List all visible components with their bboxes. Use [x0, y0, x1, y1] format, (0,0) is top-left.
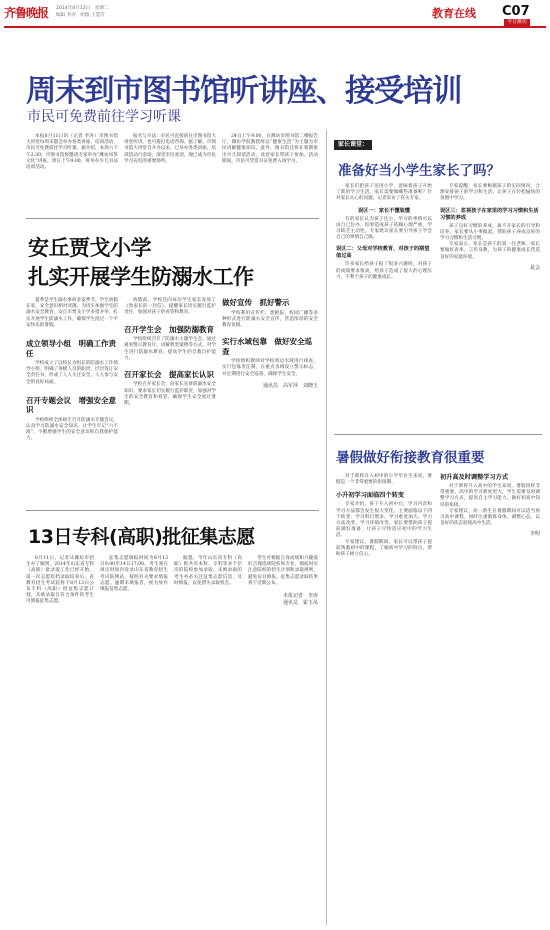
column-separator — [326, 130, 327, 925]
summer-byline: 李明 — [529, 531, 540, 538]
summer-para-2b: 专家建议，高一新生在暑假期间可以适当预习高中课程，同时注重锻炼身体、调整心态，以良好的状态迎接高中生活。 — [440, 508, 540, 527]
divider — [26, 218, 319, 219]
summer-column-1 — [336, 474, 432, 558]
story2-headline-line-1: 安丘贾戈小学 — [28, 236, 151, 260]
parent-class-col2-text: 专家提醒，家长要根据孩子的实际情况，合理安排孩子的学习和生活，让孩子在轻松愉快的氛围中学习。 — [440, 184, 540, 202]
myth-2-text: 许多家长给孩子报了很多兴趣班，对孩子的成绩要求很高，给孩子造成了很大的心理压力，不利于孩子的健康成长。 — [336, 262, 432, 280]
story3-column-4 — [248, 556, 318, 607]
story3-column-2: 征集志愿填报时间为8月13日9:00至14日17:00，考生须在规定时间内登录山东省教育招生考试院网站，按照有关要求填报志愿。逾期未填报者，视为放弃填报征集志愿。 — [100, 556, 168, 593]
story2-subhead-3: 召开学生会 加强防溺教育 — [124, 324, 214, 334]
story2-subhead-1: 成立领导小组 明确工作责任 — [26, 339, 116, 358]
divider — [334, 434, 542, 435]
summer-intro: 对于即将升入初中的小学毕业生来说，暑假是一个非常重要的衔接期。 — [336, 474, 432, 486]
story1-headline: 周末到市图书馆听讲座、接受培训 — [26, 74, 461, 109]
story2-column-3 — [222, 298, 318, 389]
myth-3-text-continued: 专家表示，家长是孩子的第一任老师，家长要做好表率，言传身教，为孩子的健康成长营造良好的家庭环境。 — [440, 242, 540, 260]
summer-para-2: 对于即将升入高中的学生来说，暑假同样非常重要。高中的学习难度更大，学生需要及时调整学习方式，提高自主学习能力，做好初高中知识的衔接。 — [440, 484, 540, 508]
column-tag: 家长课堂： — [334, 140, 372, 150]
summer-subhead-1: 小升初学习面临四个转变 — [336, 492, 405, 500]
story2-headline-line-2: 扎实开展学生防溺水工作 — [28, 265, 254, 289]
story2-para-3: 学校组织召开了防溺水主题学生会，通过观看警示教育片、讲解典型案例等方式，对学生进行防溺水教育，提高学生的自救自护能力。 — [124, 337, 216, 361]
myth-1-subhead: 误区一：家长不懂装懂 — [358, 207, 410, 214]
story3-col4-text: 考生可根据自身成绩和兴趣爱好合理选择院校和专业，填报时应注意院校的招生计划和录取规则，避免盲目填报。征集志愿录取结果将于近期公布。 — [248, 556, 318, 586]
story2-subhead-6: 实行水域包靠 做好安全巡查 — [222, 337, 312, 356]
story2-column-1 — [26, 298, 118, 443]
story2-byline: 通讯员 高军萍 刘晓玉 — [262, 382, 318, 389]
editor-credits: 编辑 李涛 组版 王慧芳 — [56, 13, 105, 18]
story2-para-5: 学校利用宣传栏、黑板报、校园广播等多种形式进行防溺水安全宣传，营造浓厚的安全教育氛围。 — [222, 310, 318, 328]
parent-class-intro: 家长们把孩子送进小学，意味着孩子开始了新的学习生活。家长需要做哪些准备呢？针对家长关心的问题，记者采访了有关专家。 — [336, 184, 432, 202]
story2-para-2: 学校组织全体师生召开防溺水专题会议，认真学习防溺水安全知识，让学生牢记“六不准”，不断增强学生的安全意识和自我保护能力。 — [26, 417, 118, 442]
summer-headline: 暑假做好衔接教育很重要 — [336, 450, 485, 466]
section-tag: 今日潍坊 — [504, 19, 530, 26]
myth-3-text: 孩子良好习惯的养成，离不开家长的引导和培养。家长要从小事做起，帮助孩子养成良好的学习习惯和生活习惯。 — [440, 223, 540, 242]
page-number: C07 — [502, 4, 530, 19]
story1-subhead: 市民可免费前往学习听课 — [27, 109, 181, 125]
story2-col2-text: 放假前，学校还向每位学生家长发放了《致家长的一封信》，提醒家长切实履行监护责任，加强对孩子的看管和教育。 — [124, 298, 216, 316]
summer-subhead-2: 初升高及时调整学习方式 — [440, 474, 509, 481]
story3-byline: 本报记者 李涛 通讯员 霍玉凤 — [282, 593, 318, 607]
parent-class-byline: 晁会 — [529, 264, 540, 271]
story3-column-3: 据悉，今年山东省专科（高职）批共有本科、专科等多个层次的院校参加录取。未被录取的考生务必关注征集志愿信息，及时填报，以免错失录取机会。 — [174, 556, 242, 586]
parent-class-column-2 — [440, 184, 540, 271]
summer-para-1b: 专家建议，暑假期间，家长可以带孩子提前熟悉初中的课程，了解初中学习的特点，帮助孩子树立信心。 — [336, 539, 432, 558]
myth-3-subhead: 误区三：忽视孩子在家里的学习习惯和生活习惯的养成 — [440, 207, 539, 221]
issue-date: 2014年8月12日 星期二 — [56, 6, 109, 11]
story2-para-6: 学校组织教师对学校周边水域进行排查，实行包靠责任制，在重点水域设立警示标志，并定期进行安全巡查，确保学生安全。 — [222, 359, 318, 377]
story2-subhead-2: 召开专题会议 增强安全意识 — [26, 395, 116, 415]
newspaper-logo: 齐鲁晚报 — [4, 6, 49, 20]
story2-para-4: 学校召开家长会，向家长宣讲防溺水安全知识，要求家长切实履行监护职责，加强对学生的安全教育和看管，确保学生安全度过暑期。 — [124, 382, 216, 407]
story2-para-1: 学校成立了以校长为组长的防溺水工作领导小组，明确了各级人员的职责，层层签订安全责任书，形成了人人关注安全、人人参与安全的良好局面。 — [26, 361, 118, 385]
summer-para-1: 专家介绍，孩子升入初中后，学习内容和学习方法都会发生很大变化，主要面临以下四个转变：学习科目增多、学习难度加大、学习方法改变、学习环境改变。家长要帮助孩子提前做好准备，让孩子尽快适应初中的学习生活。 — [336, 502, 432, 539]
parent-class-headline: 准备好当小学生家长了吗？ — [338, 163, 500, 179]
story3-headline: 13日专科(高职)批征集志愿 — [28, 526, 255, 548]
story1-column-3: 24日上午9:00，在潍坊市图书馆二楼报告厅，潍坊学院教授将以“健康生活”为主题为市民讲解健康知识。此外，图书馆还将在暑期推出少儿阅读活动，欢迎家长带孩子参加。活动期间，市民可凭借书证免费入场学习。 — [222, 134, 318, 164]
summer-column-2 — [440, 474, 540, 537]
parent-class-column-1 — [336, 184, 432, 281]
myth-2-subhead: 误区二：父母对学校教育、对孩子的期望值过高 — [336, 246, 430, 260]
story3-column-1: 8月11日，记者从潍坊市招生办了解到，2014年山东省专科（高职）批录取工作已经开始，第一次志愿投档录取结束后，省教育招生考试院将于8月13日公布专科（高职）批征集志愿计划，未被录取且符合条件的考生可填报征集志愿。 — [26, 556, 94, 605]
myth-1-text: 有的家长认为孩子还小，学习的事情可以由自己包办，结果造成孩子依赖心理严重，学习缺乏主动性。专家建议家长要引导孩子学会自己的事情自己做。 — [336, 216, 432, 241]
story2-subhead-4: 召开家长会 提高家长认识 — [124, 369, 214, 379]
masthead-rule — [4, 26, 546, 28]
story2-intro: 夏季是学生溺水事故多发季节，学生放假在家，安全意识相对淡薄。为切实加强学生防溺水安全教育，安丘市贾戈小学多措并举，扎实开展学生防溺水工作，确保学生度过一个平安快乐的暑假。 — [26, 298, 118, 328]
story2-column-2 — [124, 298, 216, 407]
masthead — [4, 3, 546, 27]
divider — [26, 510, 319, 511]
story1-column-2: 报名与方法：市民可直接前往市图书馆大讲堂听讲，也可拨打电话咨询。据了解，市图书馆大讲堂自开办以来，已举办各类讲座、培训活动百余场，深受市民欢迎，现已成为市民学习充电的重要场所。 — [124, 134, 216, 164]
story2-subhead-5: 做好宣传 抓好警示 — [222, 298, 290, 307]
story1-column-1: 本报8月11日讯（记者 李涛）市图书馆大讲堂每周末都会举办各类讲座、培训活动，市民可免费前往学习听课。据介绍，本周六下午2:30，市图书馆将邀请专家举办“潍坊风筝文化”讲座，周日上午9:00，将举办少儿书法培训活动。 — [26, 134, 118, 171]
section-title: 教育在线 — [432, 7, 476, 20]
